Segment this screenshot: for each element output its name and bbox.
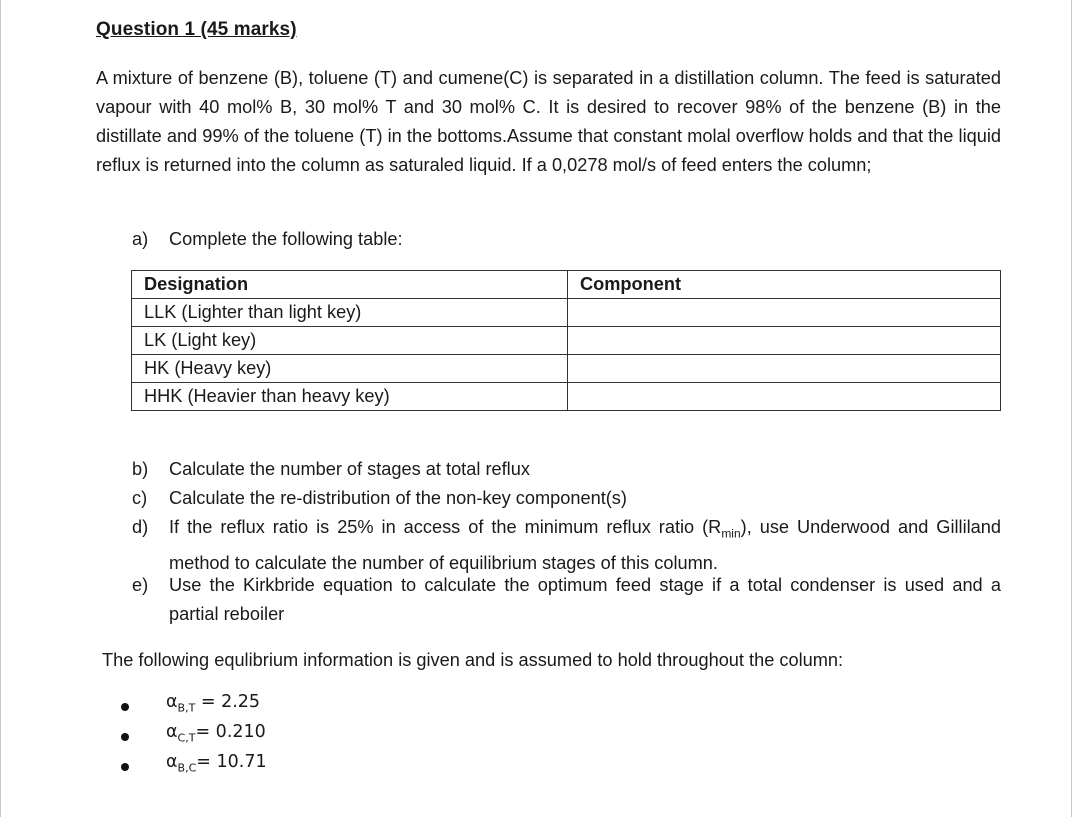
part-d-label: d): [132, 517, 149, 537]
part-d-text-before: If the reflux ratio is 25% in access of the minimum reflux ratio (R: [169, 517, 722, 537]
table-cell-component[interactable]: [568, 355, 1001, 383]
part-a-label: a): [132, 229, 149, 249]
table-header-row: [132, 271, 1001, 299]
alpha-expression: [166, 722, 266, 745]
part-d: [132, 513, 1002, 571]
part-b: [132, 455, 1002, 484]
alpha-expression: [166, 692, 260, 715]
table-cell-designation: HHK (Heavier than heavy key): [132, 383, 568, 411]
part-e: [132, 571, 1002, 629]
table-header-designation: Designation: [132, 271, 568, 299]
table-header-component: Component: [568, 271, 1001, 299]
alpha-expression: [166, 752, 267, 775]
designation-table: [131, 270, 1001, 411]
part-d-text-after: ), use Underwood and Gilliland method to calculate the number of equilibrium stages of this column.: [169, 517, 1001, 573]
part-a: [132, 225, 1002, 254]
part-c-label: c): [132, 488, 148, 508]
table-cell-designation: HK (Heavy key): [132, 355, 568, 383]
part-b-label: b): [132, 459, 149, 479]
table-cell-component[interactable]: [568, 383, 1001, 411]
part-d-subscript: min: [721, 526, 741, 541]
part-d-text: [169, 513, 1001, 578]
table-row: [132, 355, 1001, 383]
alpha-subscript: B,C: [177, 761, 197, 775]
table-cell-designation: LK (Light key): [132, 327, 568, 355]
table-cell-component[interactable]: [568, 327, 1001, 355]
alpha-symbol: α: [166, 722, 178, 742]
table-row: [132, 383, 1001, 411]
bullet-icon: [121, 733, 129, 741]
table-row: [132, 327, 1001, 355]
part-e-text: Use the Kirkbride equation to calculate the optimum feed stage if a total condenser is used and a partial reboiler: [169, 575, 1001, 624]
alpha-symbol: α: [166, 752, 178, 772]
alpha-value: = 0.210: [195, 722, 266, 742]
part-e-label: e): [132, 575, 149, 595]
part-b-text: Calculate the number of stages at total reflux: [169, 459, 530, 479]
alpha-value: = 2.25: [195, 692, 261, 712]
alpha-subscript: B,T: [177, 701, 196, 715]
part-a-text: Complete the following table:: [169, 229, 403, 249]
equilibrium-intro: The following equlibrium information is given and is assumed to hold throughout the column:: [102, 650, 844, 670]
table-cell-designation: LLK (Lighter than light key): [132, 299, 568, 327]
alpha-symbol: α: [166, 692, 178, 712]
question-intro: A mixture of benzene (B), toluene (T) and cumene(C) is separated in a distillation column. The feed is saturated vapour with 40 mol% B, 30 mol% T and 30 mol% C. It is desired to recover 98% of the benzene (B) in the distillate and 99% of the toluene (T) in the bottoms.Assume that constant molal overflow holds and that the liquid reflux is returned into the column as saturaled liquid. If a 0,0278 mol/s of feed enters the column;: [96, 68, 1001, 175]
part-c-text: Calculate the re-distribution of the non-key component(s): [169, 488, 627, 508]
table-row: [132, 299, 1001, 327]
bullet-icon: [121, 703, 129, 711]
table-cell-component[interactable]: [568, 299, 1001, 327]
alpha-subscript: C,T: [177, 731, 196, 745]
question-title: Question 1 (45 marks): [96, 19, 297, 40]
part-c: [132, 484, 1002, 513]
bullet-icon: [121, 763, 129, 771]
alpha-value: = 10.71: [196, 752, 267, 772]
